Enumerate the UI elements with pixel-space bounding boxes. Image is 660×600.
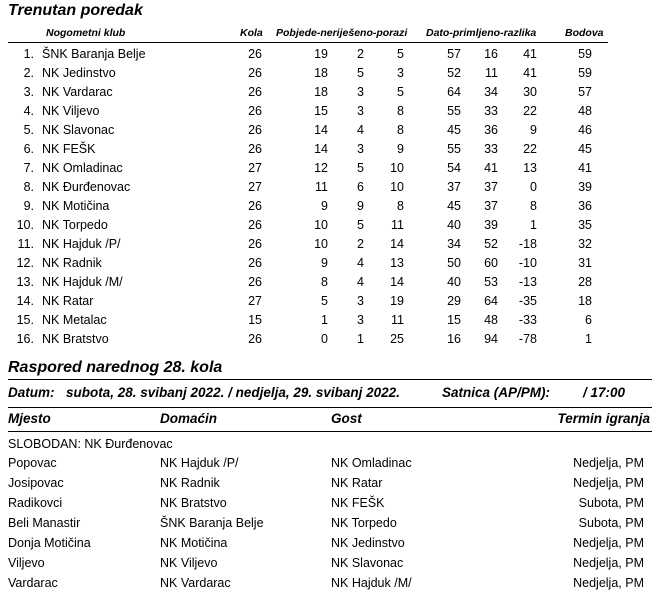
points-cell: 57 xyxy=(578,85,592,99)
match-place: Radikovci xyxy=(8,496,63,510)
rank-cell: 7. xyxy=(23,161,34,175)
table-row xyxy=(0,45,660,64)
losses-cell: 8 xyxy=(397,199,404,213)
played-cell: 27 xyxy=(248,294,262,308)
points-cell: 59 xyxy=(578,47,592,61)
goals-against-cell: 16 xyxy=(484,47,498,61)
col-term: Termin igranja xyxy=(557,411,650,426)
wins-cell: 0 xyxy=(321,332,328,346)
table-row xyxy=(0,311,660,330)
draws-cell: 9 xyxy=(357,199,364,213)
wins-cell: 15 xyxy=(314,104,328,118)
list-item xyxy=(0,553,660,573)
played-cell: 26 xyxy=(248,47,262,61)
points-cell: 6 xyxy=(585,313,592,327)
match-home: ŠNK Baranja Belje xyxy=(160,516,264,530)
goals-for-cell: 54 xyxy=(447,161,461,175)
goal-diff-cell: -10 xyxy=(518,256,537,270)
goals-for-cell: 34 xyxy=(447,237,461,251)
match-home: NK Vardarac xyxy=(160,576,231,590)
losses-cell: 10 xyxy=(390,161,404,175)
free-team-note: SLOBODAN: NK Đurđenovac xyxy=(8,437,173,451)
goal-diff-cell: 13 xyxy=(523,161,537,175)
date-label: Datum: xyxy=(8,385,55,400)
goals-against-cell: 60 xyxy=(484,256,498,270)
rank-cell: 2. xyxy=(23,66,34,80)
goals-for-cell: 16 xyxy=(447,332,461,346)
draws-cell: 4 xyxy=(357,123,364,137)
losses-cell: 13 xyxy=(390,256,404,270)
table-row xyxy=(0,178,660,197)
match-term: Subota, PM xyxy=(578,496,644,510)
goals-for-cell: 55 xyxy=(447,104,461,118)
club-cell: NK Bratstvo xyxy=(42,332,109,346)
goals-for-cell: 15 xyxy=(447,313,461,327)
played-cell: 26 xyxy=(248,256,262,270)
match-home: NK Bratstvo xyxy=(160,496,227,510)
losses-cell: 10 xyxy=(390,180,404,194)
draws-cell: 5 xyxy=(357,161,364,175)
goal-diff-cell: 1 xyxy=(530,218,537,232)
club-cell: NK Omladinac xyxy=(42,161,123,175)
points-cell: 41 xyxy=(578,161,592,175)
table-row xyxy=(0,197,660,216)
played-cell: 26 xyxy=(248,218,262,232)
played-cell: 15 xyxy=(248,313,262,327)
club-cell: NK Jedinstvo xyxy=(42,66,116,80)
wins-cell: 10 xyxy=(314,218,328,232)
played-cell: 26 xyxy=(248,199,262,213)
goal-diff-cell: -18 xyxy=(518,237,537,251)
goals-for-cell: 64 xyxy=(447,85,461,99)
draws-cell: 3 xyxy=(357,85,364,99)
played-cell: 27 xyxy=(248,161,262,175)
goals-for-cell: 29 xyxy=(447,294,461,308)
goals-for-cell: 57 xyxy=(447,47,461,61)
match-away: NK Omladinac xyxy=(331,456,412,470)
club-cell: NK Đurđenovac xyxy=(42,180,131,194)
club-cell: NK Vardarac xyxy=(42,85,113,99)
goals-against-cell: 53 xyxy=(484,275,498,289)
table-row xyxy=(0,292,660,311)
match-away: NK Jedinstvo xyxy=(331,536,405,550)
losses-cell: 3 xyxy=(397,66,404,80)
points-cell: 59 xyxy=(578,66,592,80)
list-item xyxy=(0,513,660,533)
goals-against-cell: 33 xyxy=(484,104,498,118)
match-place: Josipovac xyxy=(8,476,64,490)
wins-cell: 19 xyxy=(314,47,328,61)
col-place: Mjesto xyxy=(8,411,51,426)
rank-cell: 5. xyxy=(23,123,34,137)
rank-cell: 9. xyxy=(23,199,34,213)
points-cell: 1 xyxy=(585,332,592,346)
goal-diff-cell: 30 xyxy=(523,85,537,99)
played-cell: 26 xyxy=(248,237,262,251)
points-cell: 31 xyxy=(578,256,592,270)
rank-cell: 4. xyxy=(23,104,34,118)
draws-cell: 5 xyxy=(357,66,364,80)
club-cell: NK Radnik xyxy=(42,256,102,270)
rank-cell: 3. xyxy=(23,85,34,99)
goals-against-cell: 39 xyxy=(484,218,498,232)
rank-cell: 11. xyxy=(17,237,34,251)
match-term: Nedjelja, PM xyxy=(573,576,644,590)
goals-for-cell: 40 xyxy=(447,275,461,289)
played-cell: 26 xyxy=(248,332,262,346)
standings-table xyxy=(0,45,660,349)
club-cell: NK Hajduk /M/ xyxy=(42,275,123,289)
match-away: NK Torpedo xyxy=(331,516,397,530)
draws-cell: 3 xyxy=(357,142,364,156)
match-away: NK Ratar xyxy=(331,476,383,490)
goal-diff-cell: -78 xyxy=(518,332,537,346)
club-cell: NK Motičina xyxy=(42,199,110,213)
goals-against-cell: 36 xyxy=(484,123,498,137)
goals-for-cell: 37 xyxy=(447,180,461,194)
standings-title: Trenutan poredak xyxy=(8,2,143,19)
draws-cell: 4 xyxy=(357,256,364,270)
losses-cell: 14 xyxy=(390,275,404,289)
club-cell: NK Hajduk /P/ xyxy=(42,237,121,251)
time-label: Satnica (AP/PM): xyxy=(442,385,551,400)
table-row xyxy=(0,273,660,292)
goal-diff-cell: 41 xyxy=(523,47,537,61)
played-cell: 26 xyxy=(248,275,262,289)
table-row xyxy=(0,64,660,83)
col-away: Gost xyxy=(331,411,362,426)
match-home: NK Viljevo xyxy=(160,556,218,570)
played-cell: 26 xyxy=(248,85,262,99)
match-term: Nedjelja, PM xyxy=(573,536,644,550)
goals-against-cell: 33 xyxy=(484,142,498,156)
losses-cell: 11 xyxy=(391,313,404,327)
draws-cell: 2 xyxy=(357,237,364,251)
col-home: Domaćin xyxy=(160,411,218,426)
losses-cell: 8 xyxy=(397,104,404,118)
draws-cell: 4 xyxy=(357,275,364,289)
date-value: subota, 28. svibanj 2022. / nedjelja, 29. svibanj 2022. xyxy=(66,385,400,400)
rank-cell: 8. xyxy=(23,180,34,194)
rank-cell: 12. xyxy=(16,256,34,270)
match-place: Viljevo xyxy=(8,556,45,570)
wins-cell: 12 xyxy=(314,161,328,175)
goals-against-cell: 52 xyxy=(484,237,498,251)
goals-against-cell: 11 xyxy=(485,66,498,80)
rank-cell: 1. xyxy=(23,47,34,61)
goals-against-cell: 41 xyxy=(484,161,498,175)
draws-cell: 2 xyxy=(357,47,364,61)
goals-for-cell: 55 xyxy=(447,142,461,156)
draws-cell: 3 xyxy=(357,104,364,118)
table-row xyxy=(0,159,660,178)
losses-cell: 19 xyxy=(390,294,404,308)
points-cell: 28 xyxy=(578,275,592,289)
club-cell: ŠNK Baranja Belje xyxy=(42,47,146,61)
club-cell: NK Torpedo xyxy=(42,218,108,232)
rank-cell: 15. xyxy=(16,313,34,327)
table-row xyxy=(0,102,660,121)
match-place: Beli Manastir xyxy=(8,516,81,530)
rank-cell: 6. xyxy=(23,142,34,156)
goal-diff-cell: -13 xyxy=(518,275,537,289)
goals-for-cell: 40 xyxy=(447,218,461,232)
goals-for-cell: 45 xyxy=(447,199,461,213)
points-cell: 39 xyxy=(578,180,592,194)
wins-cell: 9 xyxy=(321,256,328,270)
goal-diff-cell: -33 xyxy=(518,313,537,327)
schedule-divider-top xyxy=(8,379,652,380)
list-item xyxy=(0,533,660,553)
draws-cell: 3 xyxy=(357,313,364,327)
goal-diff-cell: 41 xyxy=(523,66,537,80)
goals-against-cell: 94 xyxy=(484,332,498,346)
rank-cell: 14. xyxy=(16,294,34,308)
draws-cell: 1 xyxy=(357,332,364,346)
goals-against-cell: 37 xyxy=(484,199,498,213)
played-cell: 26 xyxy=(248,123,262,137)
losses-cell: 11 xyxy=(391,218,404,232)
match-home: NK Radnik xyxy=(160,476,220,490)
header-club: Nogometni klub xyxy=(46,27,126,39)
goals-against-cell: 34 xyxy=(484,85,498,99)
match-term: Nedjelja, PM xyxy=(573,476,644,490)
header-points: Bodova xyxy=(565,27,604,39)
goal-diff-cell: 22 xyxy=(523,104,537,118)
table-row xyxy=(0,83,660,102)
club-cell: NK Viljevo xyxy=(42,104,100,118)
wins-cell: 9 xyxy=(321,199,328,213)
losses-cell: 25 xyxy=(390,332,404,346)
match-term: Nedjelja, PM xyxy=(573,456,644,470)
goals-against-cell: 48 xyxy=(484,313,498,327)
schedule-divider-header xyxy=(8,431,652,432)
goals-against-cell: 37 xyxy=(484,180,498,194)
goals-against-cell: 64 xyxy=(484,294,498,308)
losses-cell: 5 xyxy=(397,47,404,61)
header-rounds: Kola xyxy=(240,27,263,39)
goal-diff-cell: 8 xyxy=(530,199,537,213)
schedule-title: Raspored narednog 28. kola xyxy=(8,359,223,376)
list-item xyxy=(0,493,660,513)
losses-cell: 9 xyxy=(397,142,404,156)
club-cell: NK Metalac xyxy=(42,313,107,327)
match-term: Nedjelja, PM xyxy=(573,556,644,570)
list-item xyxy=(0,473,660,493)
match-away: NK Hajduk /M/ xyxy=(331,576,412,590)
match-home: NK Hajduk /P/ xyxy=(160,456,239,470)
losses-cell: 14 xyxy=(390,237,404,251)
points-cell: 45 xyxy=(578,142,592,156)
match-place: Vardarac xyxy=(8,576,58,590)
match-term: Subota, PM xyxy=(578,516,644,530)
draws-cell: 3 xyxy=(357,294,364,308)
match-away: NK FEŠK xyxy=(331,496,385,510)
goals-for-cell: 52 xyxy=(447,66,461,80)
club-cell: NK Slavonac xyxy=(42,123,115,137)
points-cell: 35 xyxy=(578,218,592,232)
matches-list xyxy=(0,453,660,593)
wins-cell: 14 xyxy=(314,142,328,156)
match-away: NK Slavonac xyxy=(331,556,404,570)
goals-for-cell: 45 xyxy=(447,123,461,137)
wins-cell: 5 xyxy=(321,294,328,308)
table-row xyxy=(0,140,660,159)
goal-diff-cell: 9 xyxy=(530,123,537,137)
table-row xyxy=(0,121,660,140)
club-cell: NK FEŠK xyxy=(42,142,96,156)
goal-diff-cell: 22 xyxy=(523,142,537,156)
match-place: Popovac xyxy=(8,456,57,470)
header-wdl: Pobjede-neriješeno-porazi xyxy=(276,27,408,39)
draws-cell: 6 xyxy=(357,180,364,194)
losses-cell: 8 xyxy=(397,123,404,137)
rank-cell: 10. xyxy=(16,218,34,232)
schedule-divider-mid xyxy=(8,407,652,408)
match-home: NK Motičina xyxy=(160,536,228,550)
goals-for-cell: 50 xyxy=(447,256,461,270)
goal-diff-cell: 0 xyxy=(530,180,537,194)
wins-cell: 1 xyxy=(321,313,328,327)
wins-cell: 11 xyxy=(315,180,328,194)
table-row xyxy=(0,216,660,235)
time-value: / 17:00 xyxy=(583,385,626,400)
played-cell: 26 xyxy=(248,142,262,156)
rank-cell: 16. xyxy=(16,332,34,346)
played-cell: 26 xyxy=(248,66,262,80)
played-cell: 26 xyxy=(248,104,262,118)
wins-cell: 8 xyxy=(321,275,328,289)
match-place: Donja Motičina xyxy=(8,536,91,550)
rank-cell: 13. xyxy=(16,275,34,289)
wins-cell: 18 xyxy=(314,85,328,99)
header-goals: Dato-primljeno-razlika xyxy=(426,27,537,39)
list-item xyxy=(0,573,660,593)
played-cell: 27 xyxy=(248,180,262,194)
header-divider xyxy=(8,42,608,43)
points-cell: 46 xyxy=(578,123,592,137)
points-cell: 48 xyxy=(578,104,592,118)
points-cell: 36 xyxy=(578,199,592,213)
wins-cell: 14 xyxy=(314,123,328,137)
club-cell: NK Ratar xyxy=(42,294,94,308)
list-item xyxy=(0,453,660,473)
wins-cell: 10 xyxy=(314,237,328,251)
points-cell: 18 xyxy=(578,294,592,308)
goal-diff-cell: -35 xyxy=(518,294,537,308)
table-row xyxy=(0,254,660,273)
draws-cell: 5 xyxy=(357,218,364,232)
points-cell: 32 xyxy=(578,237,592,251)
table-row xyxy=(0,330,660,349)
losses-cell: 5 xyxy=(397,85,404,99)
table-row xyxy=(0,235,660,254)
wins-cell: 18 xyxy=(314,66,328,80)
